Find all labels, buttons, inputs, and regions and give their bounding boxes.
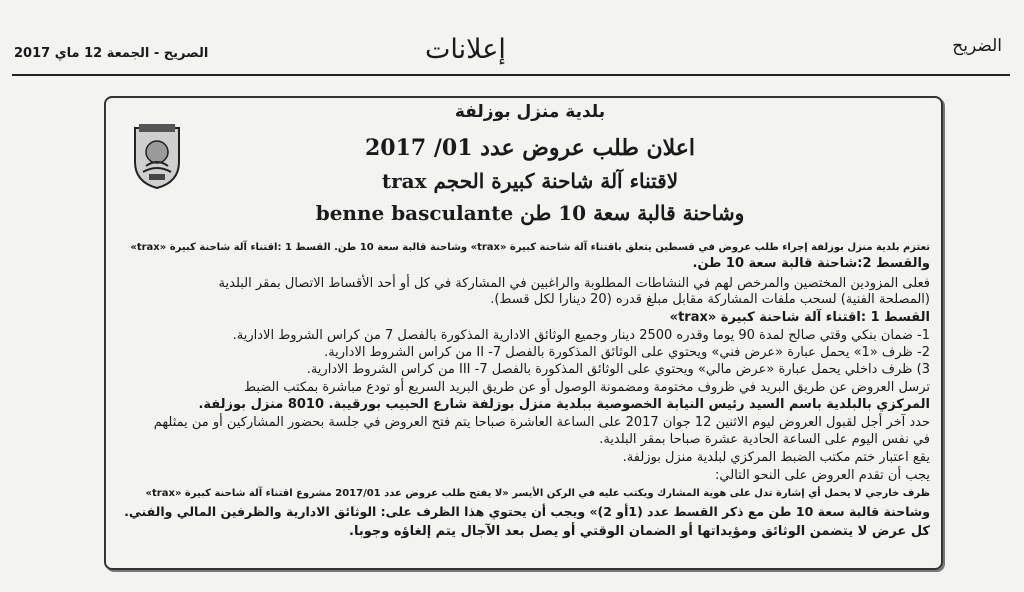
notice-line: يجب أن تقدم العروض على النحو التالي:	[715, 468, 930, 483]
notice-line: ترسل العروض عن طريق البريد في ظروف مختومة ومضمونة الوصول أو عن طريق البريد السريع أو تودع مباشرة بمكتب الضبط	[244, 380, 930, 395]
municipality-name: بلدية منزل بوزلفة	[454, 102, 606, 122]
notice-line: حدد آخر أجل لقبول العروض ليوم الاثنين 12 جوان 2017 على الساعة العاشرة صباحا يتم فتح العروض في جلسة بحضور المشاركين أو من يمثلهم	[153, 415, 930, 430]
notice-line: في نفس اليوم على الساعة الحادية عشرة صباحا بمقر البلدية.	[599, 432, 930, 447]
tender-subject-2: وشاحنة قالبة سعة 10 طن benne basculante	[315, 201, 745, 225]
notice-line: والقسط 2:شاحنة قالبة سعة 10 طن.	[692, 256, 930, 271]
notice-line: يقع اعتبار ختم مكتب الضبط المركزي لبلدية منزل بوزلفة.	[622, 450, 930, 465]
notice-line: القسط 1 :اقتناء آلة شاحنة كبيرة «trax»	[669, 310, 930, 325]
tender-title: اعلان طلب عروض عدد 01/ 2017	[364, 135, 696, 161]
newspaper-name: الضريح	[952, 36, 1002, 56]
notice-line: وشاحنة قالبة سعة 10 طن مع ذكر القسط عدد (1أو 2)» ويجب أن يحتوي هذا الظرف على: الوثائق الادارية والظرفين المالي والفني.	[124, 504, 930, 519]
municipal-crest-icon	[131, 122, 183, 190]
header-divider	[12, 74, 1010, 76]
notice-line: المركزي بالبلدية باسم السيد رئيس النيابة الخصوصية ببلدية منزل بوزلفة شارع الحبيب بورقيبة. 8010 منزل بوزلفة.	[198, 397, 930, 412]
notice-line: فعلى المزودين المختصين والمرخص لهم في النشاطات المطلوبة والراغبين في المشاركة في كل أو أحد الأقساط الاتصال بمقر البلدية	[218, 276, 930, 291]
tender-subject-1: لاقتناء آلة شاحنة كبيرة الحجم trax	[381, 169, 679, 193]
notice-line: (المصلحة الفنية) لسحب ملفات المشاركة مقابل مبلغ قدره (20 دينارا لكل قسط).	[490, 292, 930, 307]
header-date: الصريح - الجمعة 12 ماي 2017	[14, 46, 209, 61]
notice-line: تعتزم بلدية منزل بوزلفة إجراء طلب عروض في قسطين يتعلق باقتناء آلة شاحنة كبيرة «trax» وشاحنة قالبة سعة 10 طن. القسط 1 :اقتناء آلة شاحنة كبيرة «trax»	[130, 242, 930, 253]
notice-line: 1- ضمان بنكي وقتي صالح لمدة 90 يوما وقدره 2500 دينار وجميع الوثائق الادارية المذكورة بالفصل 7 من كراس الشروط الادارية.	[232, 328, 930, 343]
notice-line: كل عرض لا يتضمن الوثائق ومؤيداتها أو الضمان الوقتي أو يصل بعد الآجال يتم إلغاؤه وجوبا.	[349, 524, 930, 539]
notice-line: 2- ظرف «1» يحمل عبارة «عرض فني» ويحتوي على الوثائق المذكورة بالفصل 7- II من كراس الشروط الادارية.	[324, 345, 930, 360]
notice-line: ظرف خارجي لا يحمل أي إشارة تدل على هوية المشارك ويكتب عليه في الركن الأيسر «لا يفتح طلب عروض عدد 2017/01 مشروع اقتناء آلة شاحنة كبيرة «trax»	[145, 488, 930, 499]
notice-line: 3) ظرف داخلي يحمل عبارة «عرض مالي» ويحتوي على الوثائق المذكورة بالفصل 7- III من كراس الشروط الادارية.	[306, 362, 930, 377]
section-title: إعلانات	[425, 34, 506, 65]
